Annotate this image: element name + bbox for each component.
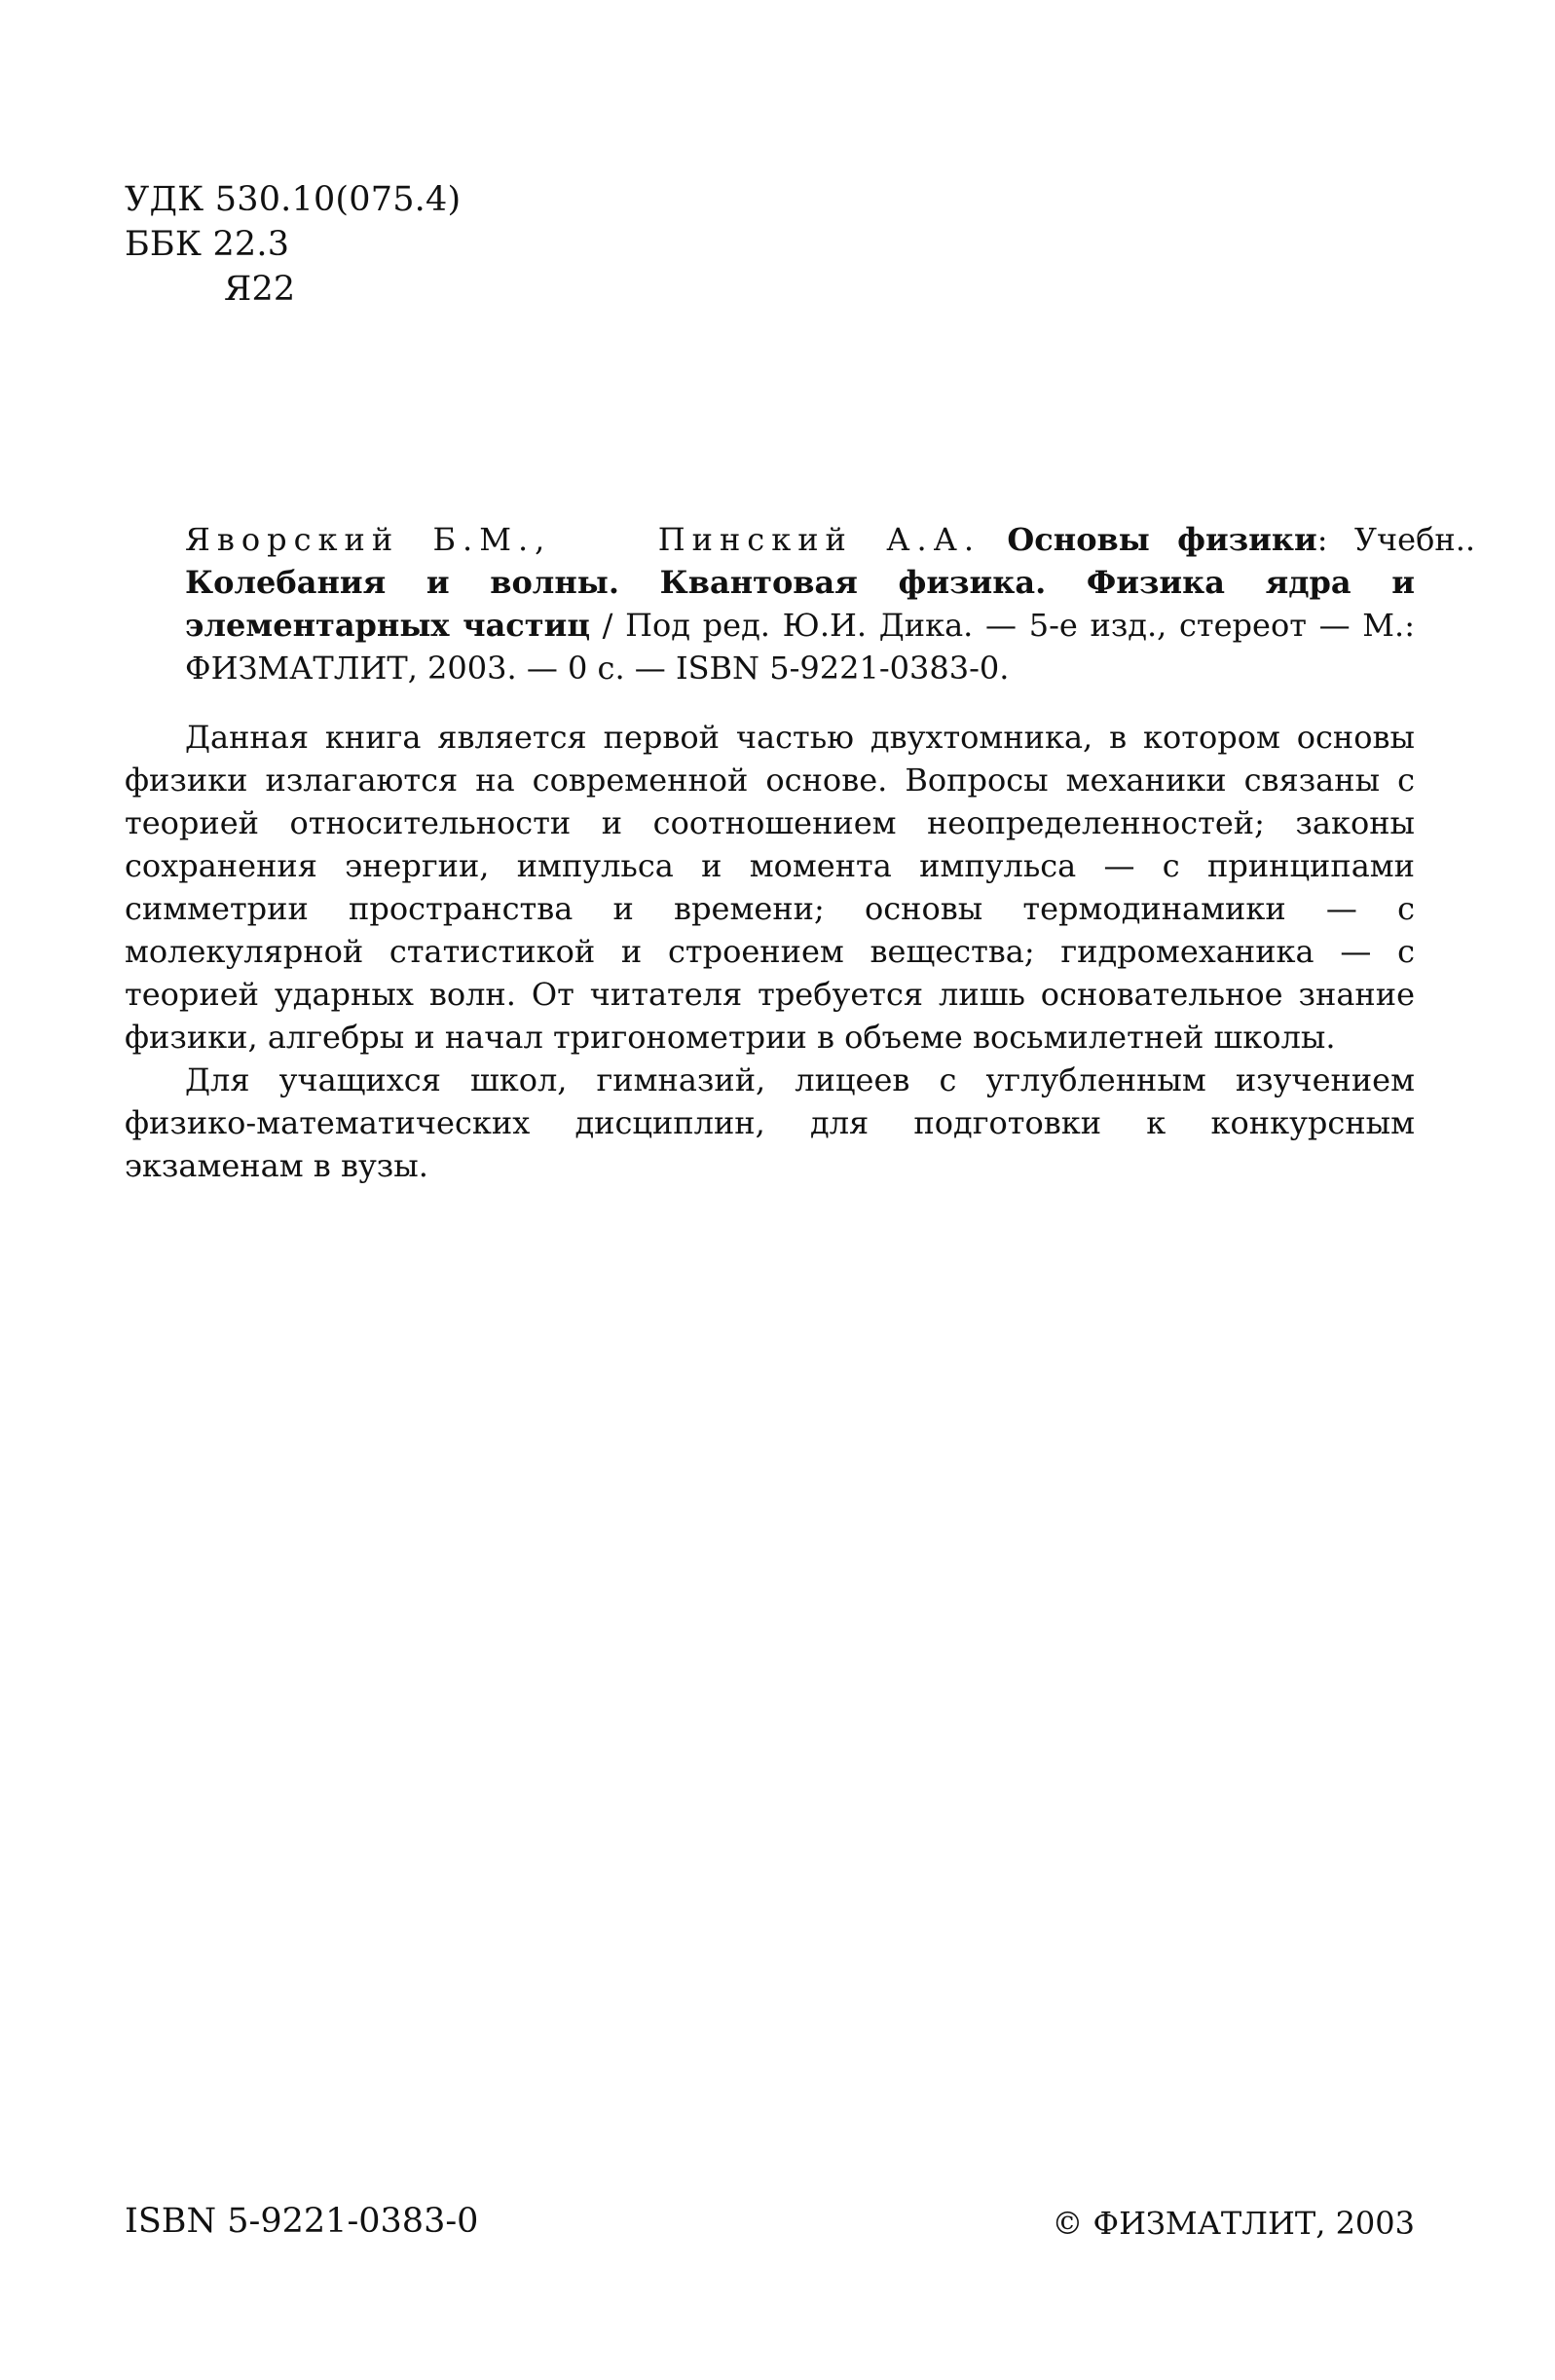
annotation-paragraph-2: Для учащихся школ, гимназий, лицеев с углубленным изучением физико-математических дисциплин, для подготовки к конкурсным экзаменам в вузы. [125,1061,1415,1184]
book-subtitle: Колебания и волны. Квантовая физика. Физика ядра и элементарных частиц [185,564,1415,644]
udk-code: УДК 530.10(075.4) [125,180,462,219]
footer-isbn: ISBN 5-9221-0383-0 [125,2202,479,2241]
annotation [125,716,1415,1187]
footer-copyright: © ФИЗМАТЛИТ, 2003 [1052,2205,1415,2242]
author-1: Яворский Б.М., [185,521,552,558]
classification-block [125,177,461,312]
bbk-code: ББК 22.3 [125,225,290,264]
author-sign-code: Я22 [224,270,296,309]
author-2: Пинский А.А. [657,521,981,558]
publication-details: / Под ред. Ю.И. Дика. — 5-е изд., стереот — М.: ФИЗМАТЛИТ, 2003. — 0 с. — ISBN 5-9221-0383-0. [185,607,1416,687]
bibliographic-record [185,518,1476,689]
book-title: Основы физики [1007,521,1317,558]
book-type: : Учебн.. [1316,521,1476,558]
annotation-paragraph-1: Данная книга является первой частью двухтомника, в котором основы физики излагаются на современной основе. Вопросы механики связаны с теорией относительности и соотношением неопределенностей; законы сохранения энергии, импульса и момента импульса — с принципами симметрии пространства и времени; основы термодинамики — с молекулярной статистикой и строением вещества; гидромеханика — с теорией ударных волн. От читателя требуется лишь основательное знание физики, алгебры и начал тригонометрии в объеме восьмилетней школы. [125,719,1415,1056]
